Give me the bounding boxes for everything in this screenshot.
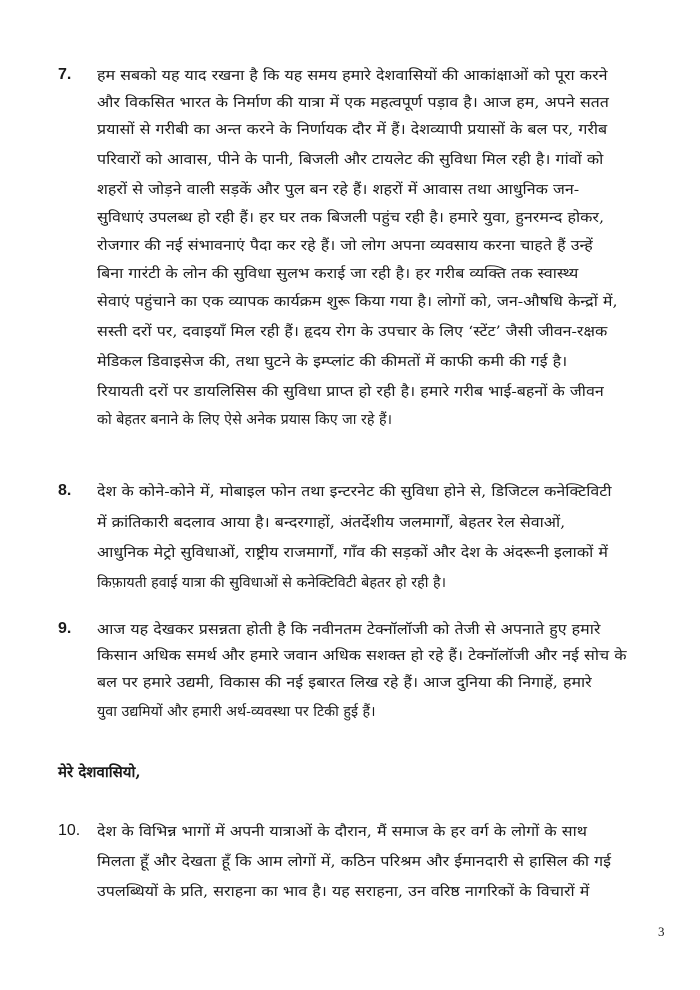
page-number: 3 bbox=[658, 924, 665, 939]
text-line: शहरों से जोड़ने वाली सड़कें और पुल बन रहे हैं। शहरों में आवास तथा आधुनिक जन- bbox=[97, 182, 580, 198]
text-line: हम सबको यह याद रखना है कि यह समय हमारे देशवासियों की आकांक्षाओं को पूरा करने bbox=[97, 68, 608, 84]
text-line: उपलब्धियों के प्रति, सराहना का भाव है। यह सराहना, उन वरिष्ठ नागरिकों के विचारों में bbox=[97, 884, 590, 900]
text-line: सुविधाएं उपलब्ध हो रही हैं। हर घर तक बिजली पहुंच रही है। हमारे युवा, हुनरमन्द होकर, bbox=[97, 210, 605, 226]
text-line: रोजगार की नई संभावनाएं पैदा कर रहे हैं। जो लोग अपना व्यवसाय करना चाहते हैं उन्हें bbox=[97, 238, 593, 254]
paragraph-number: 7. bbox=[58, 66, 72, 83]
section-heading: मेरे देशवासियो, bbox=[58, 763, 141, 781]
text-line: और विकसित भारत के निर्माण की यात्रा में एक महत्वपूर्ण पड़ाव है। आज हम, अपने सतत bbox=[97, 95, 609, 111]
text-line: को बेहतर बनाने के लिए ऐसे अनेक प्रयास किए जा रहे हैं। bbox=[97, 412, 392, 428]
paragraph-number: 9. bbox=[58, 620, 72, 637]
text-line: बल पर हमारे उद्यमी, विकास की नई इबारत लिख रहे हैं। आज दुनिया की निगाहें, हमारे bbox=[97, 675, 592, 691]
text-line: किसान अधिक समर्थ और हमारे जवान अधिक सशक्त हो रहे हैं। टेक्नॉलॉजी और नई सोच के bbox=[97, 648, 627, 664]
text-line: आज यह देखकर प्रसन्नता होती है कि नवीनतम टेक्नॉलॉजी को तेजी से अपनाते हुए हमारे bbox=[97, 622, 601, 638]
text-line: आधुनिक मेट्रो सुविधाओं, राष्ट्रीय राजमार्गों, गाँव की सड़कों और देश के अंदरूनी इलाकों में bbox=[97, 545, 608, 561]
text-line: सेवाएं पहुंचाने का एक व्यापक कार्यक्रम शुरू किया गया है। लोगों को, जन-औषधि केन्द्रों में, bbox=[97, 294, 618, 310]
text-line: मिलता हूँ और देखता हूँ कि आम लोगों में, कठिन परिश्रम और ईमानदारी से हासिल की गई bbox=[97, 854, 612, 870]
text-line: मेडिकल डिवाइसेज की, तथा घुटने के इम्प्लांट की कीमतों में काफी कमी की गई है। bbox=[97, 354, 568, 370]
paragraph-number: 10. bbox=[58, 822, 81, 839]
text-line: रियायती दरों पर डायलिसिस की सुविधा प्राप्त हो रही है। हमारे गरीब भाई-बहनों के जीवन bbox=[97, 384, 604, 400]
text-line: बिना गारंटी के लोन की सुविधा सुलभ कराई जा रही है। हर गरीब व्यक्ति तक स्वास्थ्य bbox=[97, 266, 579, 282]
text-line: सस्ती दरों पर, दवाइयाँ मिल रही हैं। हृदय रोग के उपचार के लिए ‘स्टेंट’ जैसी जीवन-रक्षक bbox=[97, 324, 608, 340]
text-line: में क्रांतिकारी बदलाव आया है। बन्दरगाहों, अंतर्देशीय जलमार्गों, बेहतर रेल सेवाओं, bbox=[97, 515, 566, 531]
text-line: परिवारों को आवास, पीने के पानी, बिजली और टायलेट की सुविधा मिल रही है। गांवों को bbox=[97, 152, 604, 168]
paragraph-number: 8. bbox=[58, 482, 72, 499]
text-line: युवा उद्यमियों और हमारी अर्थ-व्यवस्था पर टिकी हुई हैं। bbox=[97, 704, 376, 720]
text-line: देश के विभिन्न भागों में अपनी यात्राओं के दौरान, मैं समाज के हर वर्ग के लोगों के साथ bbox=[97, 824, 587, 840]
text-line: प्रयासों से गरीबी का अन्त करने के निर्णायक दौर में हैं। देशव्यापी प्रयासों के बल पर, गरीब bbox=[97, 122, 608, 138]
text-line: देश के कोने-कोने में, मोबाइल फोन तथा इन्टरनेट की सुविधा होने से, डिजिटल कनेक्टिविटी bbox=[97, 484, 612, 500]
text-line: किफ़ायती हवाई यात्रा की सुविधाओं से कनेक्टिविटी बेहतर हो रही है। bbox=[97, 575, 446, 591]
